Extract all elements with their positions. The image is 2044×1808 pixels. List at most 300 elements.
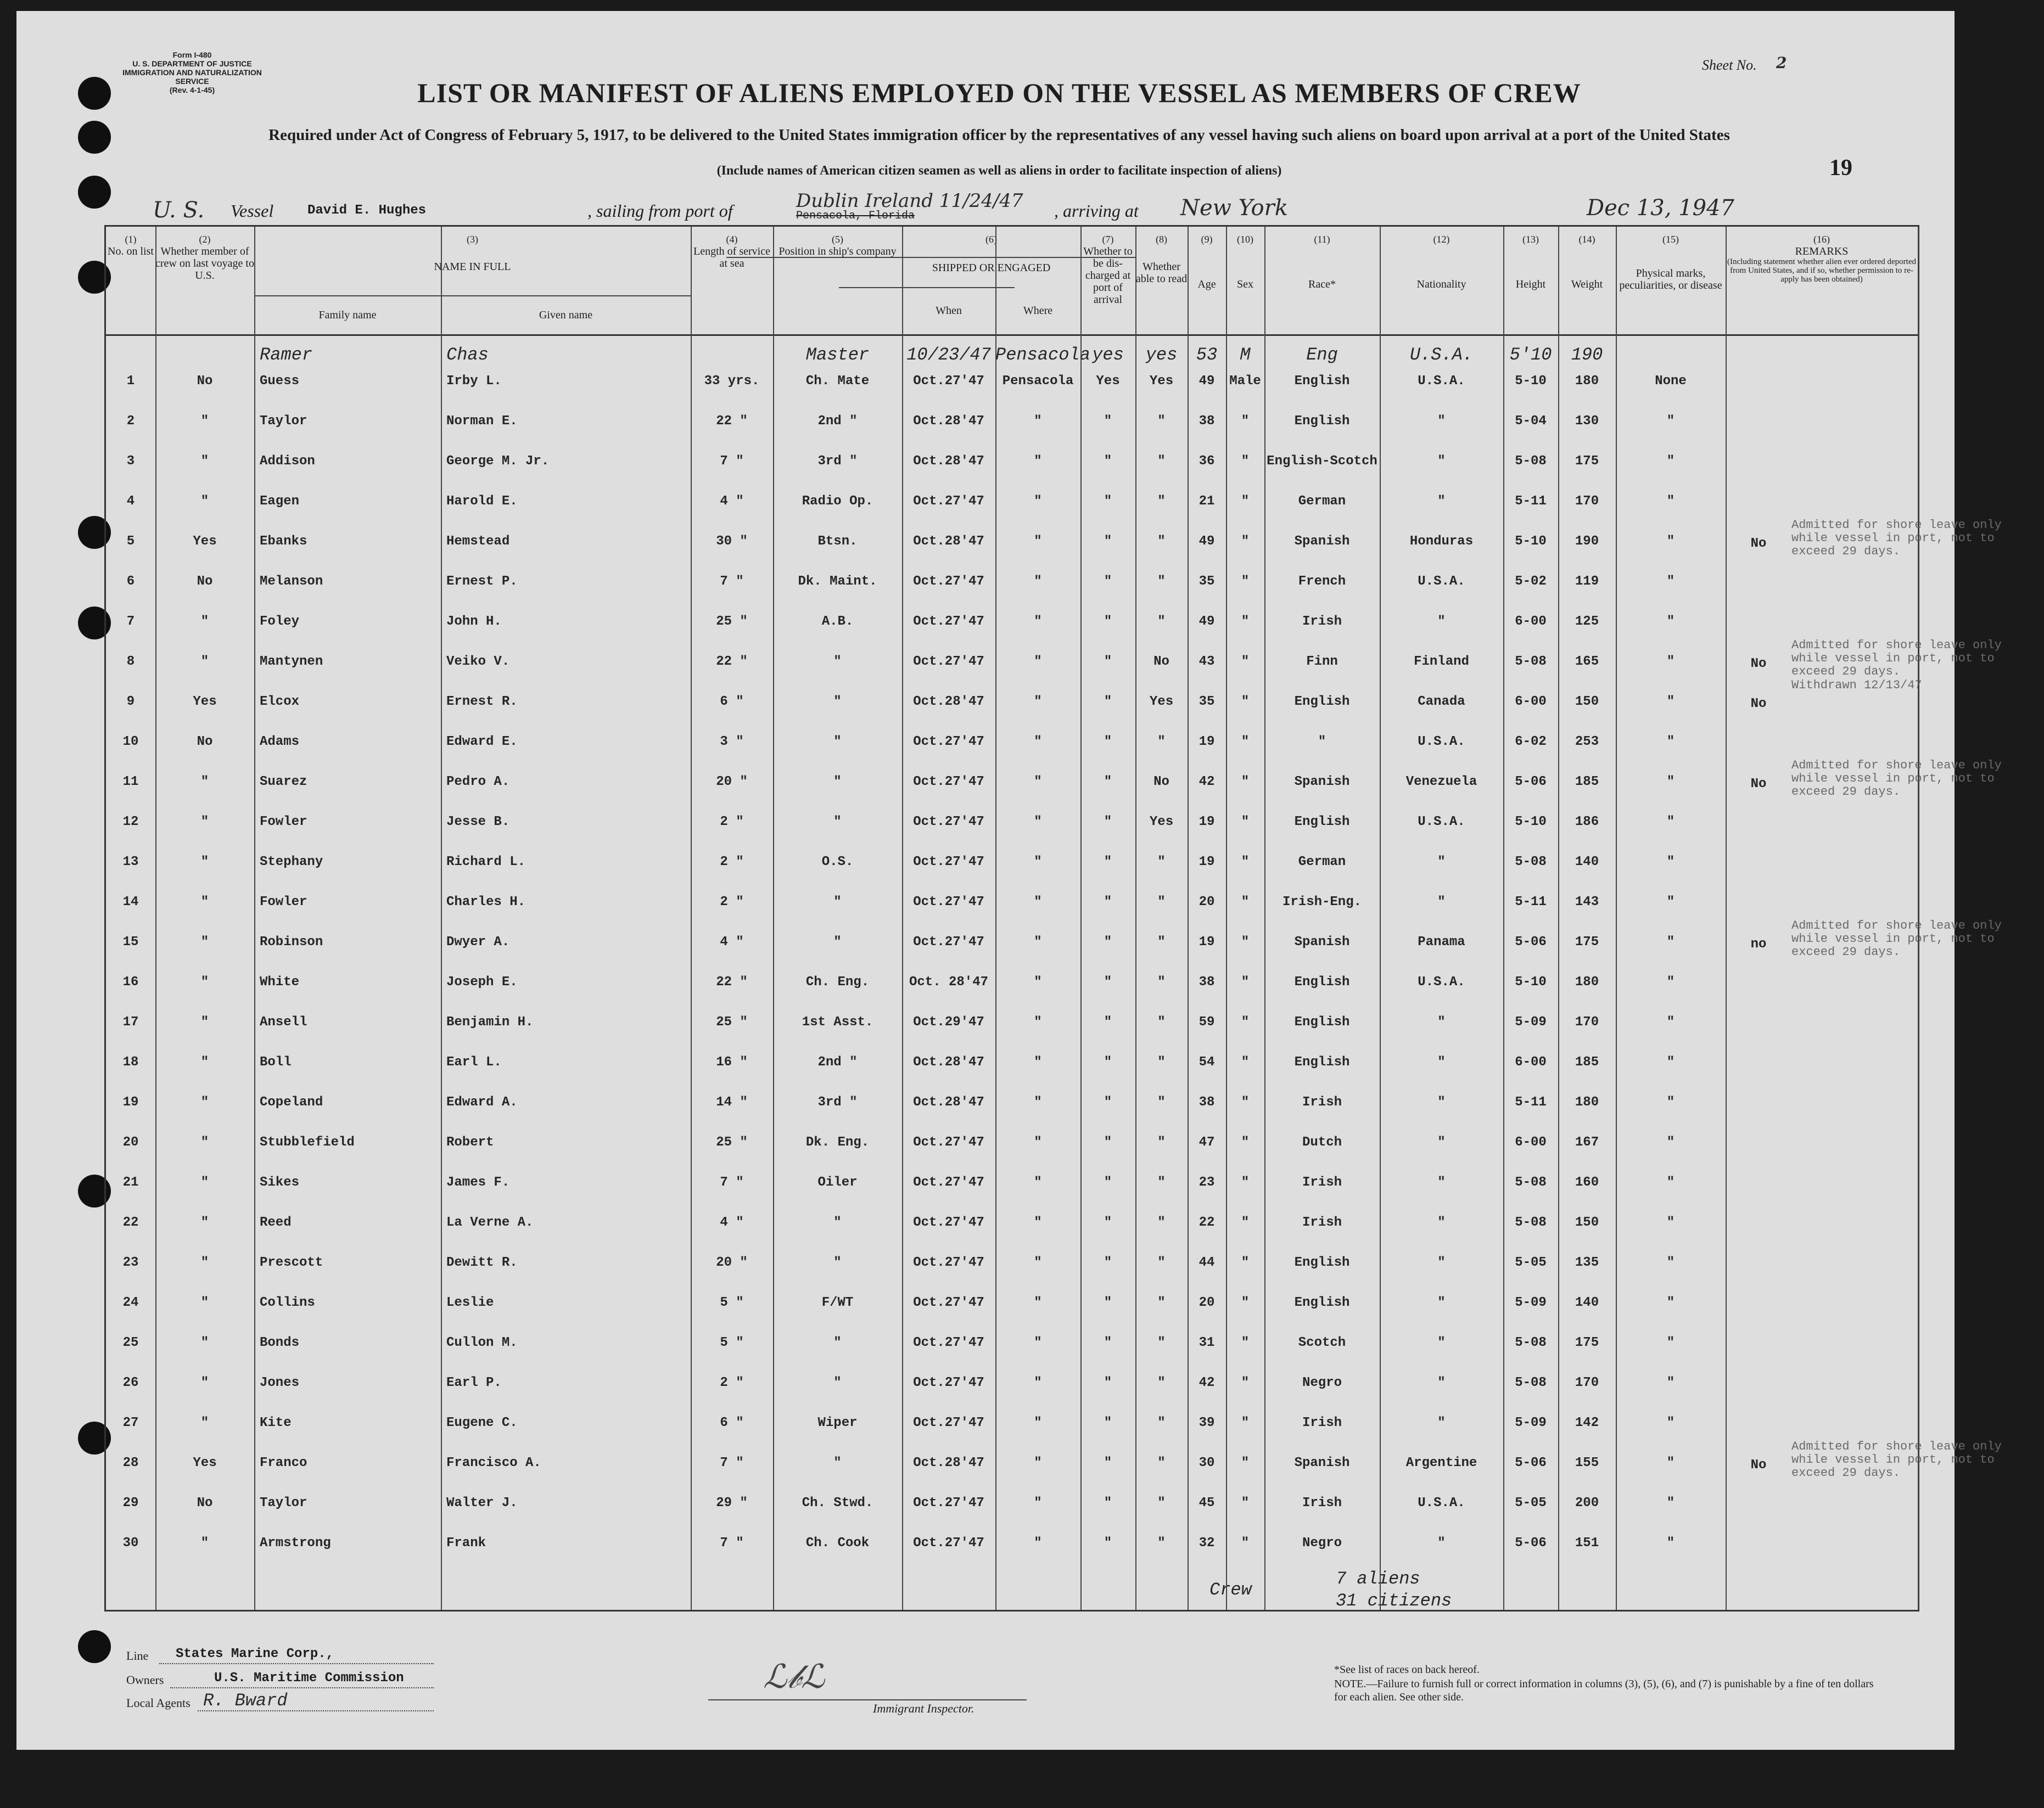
cell-no: 15 [122,935,139,950]
arriving-port: New York [1180,195,1288,221]
cell-position: 3rd " [817,1095,858,1110]
cell-nationality: " [1437,1015,1446,1030]
cell-race: English [1294,975,1350,990]
manifest-subtitle: Required under Act of Congress of February 5, 1917, to be delivered to the United States immigration officer by the representatives of any vessel having such aliens on board upon arrival at a port of the United States [268,126,1730,144]
cell-no: 22 [122,1215,139,1230]
cell-given: Chas [446,345,489,365]
arriving-label: , arriving at [1054,201,1139,221]
inspector-remark: Admitted for shore leave only while vessel in port, not to exceed 29 days. [1791,1440,2002,1480]
cell-weight: 175 [1575,1335,1599,1350]
col-3-header: NAME IN FULL [434,261,511,273]
cell-where: " [1034,774,1042,789]
inspector-remark: Admitted for shore leave only while vessel in port, not to exceed 29 days. [1791,919,2002,959]
inspector-remark: Withdrawn 12/13/47 [1791,678,1922,692]
cell-crew: " [200,1295,209,1310]
cell-no: 18 [122,1055,139,1070]
cell-family: Fowler [260,895,307,909]
cell-weight: 125 [1575,614,1599,629]
form-revision: (Rev. 4-1-45) [169,86,215,94]
cell-given: Robert [446,1135,494,1150]
crew-tally: 7 aliens [1336,1569,1420,1589]
cell-no: 11 [122,774,139,789]
cell-service: 7 " [720,454,744,469]
cell-sex: " [1241,1015,1250,1030]
port-typed: Pensacola, Florida [796,210,915,222]
cell-sex: " [1241,1335,1250,1350]
cell-weight: 151 [1575,1536,1599,1551]
cell-discharged: " [1104,734,1112,749]
cell-nationality: U.S.A. [1418,815,1465,829]
cell-nationality: U.S.A. [1418,374,1465,389]
cell-family: Franco [260,1456,307,1470]
cell-nationality: U.S.A. [1409,345,1474,365]
cell-sex: " [1241,734,1250,749]
cell-read: " [1157,534,1166,549]
cell-family: Mantynen [260,654,323,669]
cell-crew: " [200,1215,209,1230]
cell-height: 5-11 [1515,1095,1547,1110]
cell-marks: " [1666,1255,1675,1270]
cell-weight: 143 [1575,895,1599,909]
cell-height: 6-00 [1515,1055,1547,1070]
cell-sex: " [1241,1095,1250,1110]
cell-nationality: Canada [1418,694,1465,709]
cell-discharged: " [1104,414,1112,429]
cell-race: Irish-Eng. [1282,895,1362,909]
cell-marks: " [1666,855,1675,869]
cell-discharged: " [1104,774,1112,789]
cell-where: " [1034,694,1042,709]
cell-weight: 186 [1575,815,1599,829]
cell-nationality: Honduras [1409,534,1474,549]
cell-no: 9 [126,694,135,709]
cell-nationality: U.S.A. [1418,734,1465,749]
cell-marks: " [1666,1215,1675,1230]
cell-crew: " [200,1536,209,1551]
cell-age: 35 [1199,694,1215,709]
cell-crew: " [200,975,209,990]
cell-when: Oct.27'47 [913,855,984,869]
cell-read: " [1157,1255,1166,1270]
cell-height: 5'10 [1509,345,1552,365]
cell-when: Oct.27'47 [913,774,984,789]
cell-race: Negro [1302,1536,1342,1551]
cell-no: 26 [122,1375,139,1390]
cell-crew: No [197,734,213,749]
cell-nationality: " [1437,1295,1446,1310]
cell-when: Oct.27'47 [913,1536,984,1551]
cell-height: 5-06 [1515,1456,1547,1470]
cell-given: Richard L. [446,855,526,869]
cell-discharged: " [1104,1295,1112,1310]
cell-sex: " [1241,414,1250,429]
cell-service: 7 " [720,574,744,589]
col-16-number: (16) [1813,234,1830,245]
cell-age: 30 [1199,1456,1215,1470]
cell-given: Veiko V. [446,654,510,669]
cell-age: 22 [1199,1215,1215,1230]
cell-family: Guess [260,374,300,389]
col-6-header: SHIPPED OR ENGAGED [932,262,1051,274]
cell-service: 5 " [720,1295,744,1310]
cell-position: Btsn. [817,534,858,549]
cell-when: Oct.27'47 [913,1335,984,1350]
cell-sex: " [1241,654,1250,669]
cell-position: Radio Op. [802,494,873,509]
cell-height: 5-08 [1515,855,1547,869]
cell-no: 3 [126,454,135,469]
cell-family: Elcox [260,694,300,709]
cell-height: 6-00 [1515,1135,1547,1150]
cell-weight: 160 [1575,1175,1599,1190]
column-rule [1726,227,1727,1610]
cell-read: " [1157,1295,1166,1310]
cell-race: Eng [1306,345,1338,365]
col-3-family-header: Family name [318,309,377,321]
col-4-number: (4) [726,234,738,245]
col-7-number: (7) [1102,234,1114,245]
cell-service: 4 " [720,494,744,509]
cell-discharged: " [1104,1175,1112,1190]
cell-position: " [833,1255,842,1270]
cell-age: 42 [1199,1375,1215,1390]
cell-sex: " [1241,855,1250,869]
col-7-header: Whether to be dis-charged at port of arrival [1083,245,1133,306]
cell-where: " [1034,614,1042,629]
cell-weight: 142 [1575,1416,1599,1430]
cell-discharged: " [1104,454,1112,469]
cell-position: " [833,734,842,749]
cell-age: 49 [1199,534,1215,549]
cell-nationality: " [1437,1135,1446,1150]
cell-nationality: " [1437,614,1446,629]
cell-marks: " [1666,774,1675,789]
cell-age: 43 [1199,654,1215,669]
column-rule [902,227,903,1610]
cell-marks: " [1666,494,1675,509]
cell-where: " [1034,414,1042,429]
cell-height: 6-00 [1515,614,1547,629]
owners-value: U.S. Maritime Commission [214,1671,404,1686]
cell-marks: " [1666,815,1675,829]
cell-position: O.S. [821,855,854,869]
cell-race: Spanish [1294,534,1350,549]
crew-tally: Crew [1209,1580,1252,1600]
column-rule [441,227,442,1610]
cell-family: Taylor [260,414,307,429]
form-department: U. S. DEPARTMENT OF JUSTICE [132,59,252,68]
col-13-header: Height [1515,278,1546,290]
cell-service: 2 " [720,855,744,869]
cell-age: 20 [1199,895,1215,909]
cell-weight: 185 [1575,774,1599,789]
cell-read: Yes [1149,815,1174,829]
cell-service: 30 " [716,534,748,549]
page-number: 19 [1829,155,1852,181]
cell-read: No [1153,654,1169,669]
cell-discharged: " [1104,1496,1112,1511]
cell-given: Harold E. [446,494,518,509]
cell-service: 22 " [716,975,748,990]
cell-position: Ch. Mate [805,374,870,389]
cell-age: 54 [1199,1055,1215,1070]
cell-given: Irby L. [446,374,502,389]
cell-marks: " [1666,1175,1675,1190]
cell-sex: " [1241,454,1250,469]
binder-hole [78,176,111,209]
cell-position: " [833,774,842,789]
cell-family: Adams [260,734,300,749]
cell-when: Oct.27'47 [913,734,984,749]
cell-height: 5-08 [1515,454,1547,469]
col-15-header: Physical marks, peculiarities, or disease [1619,267,1722,291]
cell-crew: " [200,855,209,869]
cell-marks: " [1666,1015,1675,1030]
col-4-header: Length of service at sea [693,245,770,269]
cell-given: Benjamin H. [446,1015,534,1030]
col-9-header: Age [1197,278,1216,290]
cell-read: " [1157,975,1166,990]
cell-marks: " [1666,1135,1675,1150]
cell-position: A.B. [821,614,854,629]
cell-discharged: " [1104,1095,1112,1110]
cell-discharged: " [1104,1215,1112,1230]
crew-table [104,225,2002,1612]
cell-where: " [1034,1095,1042,1110]
cell-marks: " [1666,1295,1675,1310]
cell-age: 32 [1199,1536,1215,1551]
action-mark: No [1750,1458,1767,1473]
cell-where: Pensacola [995,345,1090,365]
col-6-number: (6) [985,234,997,245]
cell-service: 7 " [720,1536,744,1551]
cell-family: White [260,975,300,990]
penalty-note: NOTE.—Failure to furnish full or correct information in columns (3), (5), (6), and (7) is punishable by a fine of ten dollars for each alien. See other side. [1334,1678,1874,1703]
cell-nationality: " [1437,1335,1446,1350]
cell-discharged: " [1104,1536,1112,1551]
cell-service: 7 " [720,1175,744,1190]
column-rule [1616,227,1617,1610]
cell-service: 14 " [716,1095,748,1110]
cell-read: " [1157,935,1166,950]
cell-no: 17 [122,1015,139,1030]
cell-where: " [1034,1175,1042,1190]
cell-position: " [833,815,842,829]
cell-service: 4 " [720,1215,744,1230]
cell-position: Oiler [817,1175,858,1190]
cell-age: 23 [1199,1175,1215,1190]
cell-sex: " [1241,895,1250,909]
cell-sex: " [1241,574,1250,589]
cell-given: Frank [446,1536,486,1551]
cell-no: 10 [122,734,139,749]
cell-height: 5-06 [1515,774,1547,789]
cell-marks: " [1666,935,1675,950]
col-3-number: (3) [467,234,478,245]
cell-read: " [1157,895,1166,909]
cell-weight: 175 [1575,454,1599,469]
cell-family: Armstrong [260,1536,331,1551]
column-rule [1264,227,1265,1610]
cell-where: " [1034,1055,1042,1070]
cell-nationality: Argentine [1405,1456,1477,1470]
cell-age: 19 [1199,734,1215,749]
cell-height: 5-05 [1515,1255,1547,1270]
cell-given: Earl L. [446,1055,502,1070]
cell-read: " [1157,1456,1166,1470]
action-mark: No [1750,536,1767,551]
cell-no: 8 [126,654,135,669]
cell-height: 5-08 [1515,1335,1547,1350]
cell-given: La Verne A. [446,1215,534,1230]
cell-race: Spanish [1294,774,1350,789]
cell-position: " [833,935,842,950]
cell-height: 5-02 [1515,574,1547,589]
inspector-label: Immigrant Inspector. [873,1702,975,1715]
cell-weight: 119 [1575,574,1599,589]
cell-weight: 170 [1575,494,1599,509]
cell-nationality: " [1437,1055,1446,1070]
cell-family: Bonds [260,1335,300,1350]
cell-crew: " [200,1015,209,1030]
action-mark: No [1750,656,1767,671]
cell-read: " [1157,1375,1166,1390]
cell-family: Prescott [260,1255,323,1270]
cell-height: 5-08 [1515,1215,1547,1230]
cell-no: 21 [122,1175,139,1190]
cell-position: 2nd " [817,1055,858,1070]
cell-position: " [833,694,842,709]
cell-family: Eagen [260,494,300,509]
cell-race: English [1294,1055,1350,1070]
cell-no: 28 [122,1456,139,1470]
cell-sex: " [1241,1496,1250,1511]
cell-age: 49 [1199,374,1215,389]
cell-discharged: " [1104,574,1112,589]
manifest-footer [104,1614,1916,1745]
agents-value: R. Bward [203,1691,288,1711]
col-8-number: (8) [1156,234,1167,245]
cell-nationality: " [1437,895,1446,909]
cell-discharged: " [1104,1456,1112,1470]
manifest-page [16,11,2002,1750]
cell-read: " [1157,1055,1166,1070]
cell-crew: " [200,414,209,429]
cell-crew: " [200,935,209,950]
cell-service: 33 yrs. [704,374,760,389]
cell-age: 36 [1199,454,1215,469]
cell-age: 42 [1199,774,1215,789]
cell-crew: " [200,895,209,909]
cell-position: 3rd " [817,454,858,469]
col-14-header: Weight [1571,278,1603,290]
cell-service: 25 " [716,1135,748,1150]
cell-read: yes [1145,345,1178,365]
cell-race: English [1294,1295,1350,1310]
cell-sex: " [1241,1255,1250,1270]
cell-crew: No [197,1496,213,1511]
cell-sex: " [1241,1416,1250,1430]
cell-discharged: " [1104,975,1112,990]
cell-crew: " [200,1135,209,1150]
col-8-header: Whether able to read [1135,261,1188,285]
cell-sex: " [1241,494,1250,509]
cell-marks: " [1666,1375,1675,1390]
cell-service: 20 " [716,774,748,789]
header-divider [106,334,1918,336]
cell-given: Eugene C. [446,1416,518,1430]
cell-when: Oct.29'47 [913,1015,984,1030]
cell-marks: " [1666,414,1675,429]
cell-race: Scotch [1298,1335,1346,1350]
action-mark: No [1750,777,1767,791]
cell-service: 7 " [720,1456,744,1470]
cell-discharged: " [1104,614,1112,629]
cell-weight: 170 [1575,1015,1599,1030]
cell-age: 19 [1199,935,1215,950]
column-rule [773,227,774,1610]
cell-crew: " [200,454,209,469]
col-1-number: (1) [125,234,137,245]
cell-nationality: Venezuela [1405,774,1477,789]
cell-sex: M [1240,345,1251,365]
cell-marks: " [1666,694,1675,709]
cell-age: 19 [1199,855,1215,869]
column-rule [254,227,255,1610]
cell-where: " [1034,1255,1042,1270]
cell-crew: No [197,574,213,589]
cell-when: Oct.27'47 [913,1375,984,1390]
col-10-number: (10) [1237,234,1253,245]
col-5-number: (5) [832,234,843,245]
column-rule [1226,227,1227,1610]
cell-service: 4 " [720,935,744,950]
cell-service: 22 " [716,414,748,429]
cell-where: " [1034,895,1042,909]
cell-no: 1 [126,374,135,389]
inspector-remark: Admitted for shore leave only while vessel in port, not to exceed 29 days. [1791,638,2002,678]
cell-sex: " [1241,1375,1250,1390]
cell-where: Pensacola [1002,374,1074,389]
cell-sex: " [1241,1055,1250,1070]
cell-weight: 165 [1575,654,1599,669]
cell-given: Hemstead [446,534,510,549]
cell-service: 3 " [720,734,744,749]
cell-when: Oct.27'47 [913,494,984,509]
col-15-number: (15) [1662,234,1679,245]
cell-nationality: " [1437,1255,1446,1270]
cell-weight: 180 [1575,1095,1599,1110]
cell-service: 5 " [720,1335,744,1350]
cell-marks: " [1666,734,1675,749]
cell-no: 6 [126,574,135,589]
cell-race: English-Scotch [1267,454,1377,469]
cell-height: 5-11 [1515,494,1547,509]
cell-crew: " [200,815,209,829]
cell-read: " [1157,1175,1166,1190]
cell-family: Fowler [260,815,307,829]
cell-no: 12 [122,815,139,829]
cell-marks: " [1666,1095,1675,1110]
cell-service: 22 " [716,654,748,669]
cell-when: Oct.28'47 [913,1055,984,1070]
cell-marks: " [1666,895,1675,909]
cell-discharged: " [1104,1135,1112,1150]
cell-given: Edward A. [446,1095,518,1110]
column-rule [1918,227,1919,1610]
cell-when: Oct.27'47 [913,374,984,389]
cell-position: 2nd " [817,414,858,429]
